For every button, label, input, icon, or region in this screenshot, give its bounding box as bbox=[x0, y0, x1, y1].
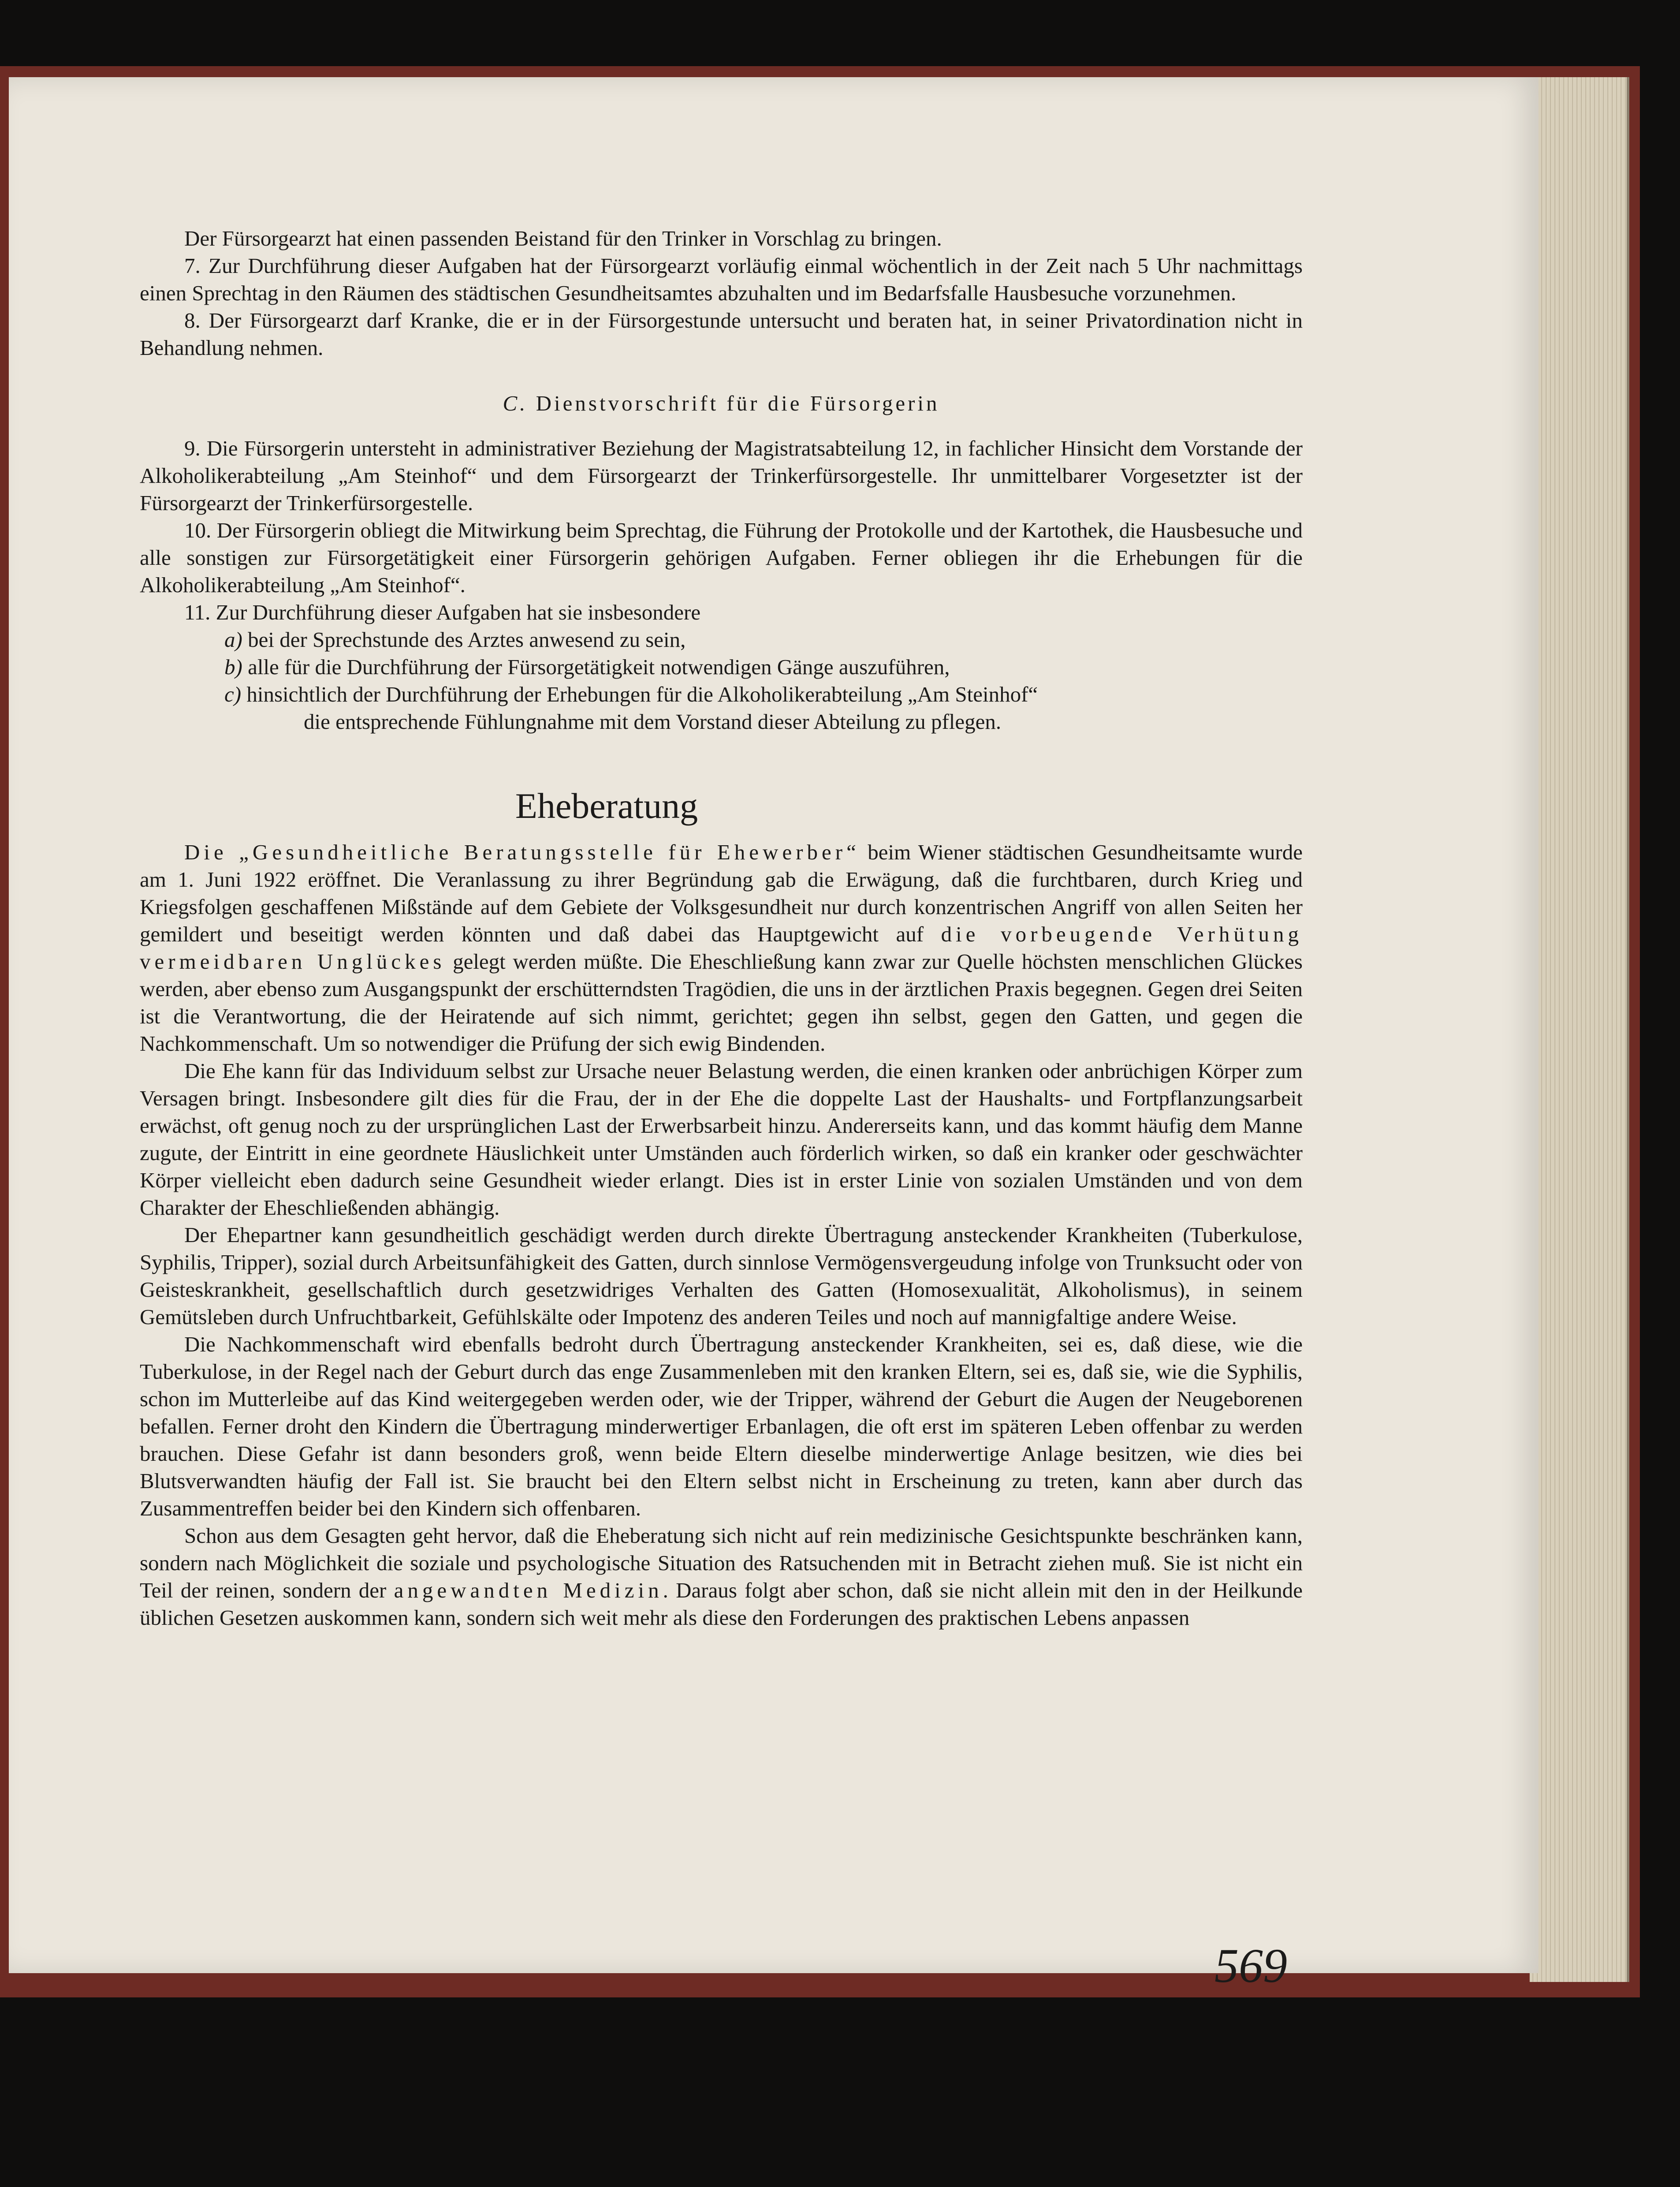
list-item-b-text: alle für die Durchführung der Fürsorgetätigkeit notwendigen Gänge auszuführen, bbox=[248, 655, 950, 679]
page-number: 569 bbox=[1214, 1939, 1287, 1993]
list-item-a-label: a) bbox=[224, 627, 242, 652]
list-item-c bbox=[140, 681, 1303, 708]
section-c-letter: C. bbox=[503, 391, 528, 415]
list-item-c-continued: die entsprechende Fühlungnahme mit dem Vorstand dieser Abteilung zu pflegen. bbox=[304, 709, 1002, 734]
text-run: gelegt werden müßte. Die Eheschließung kann zwar zur Quelle höchsten menschlichen Glückes werden, aber ebenso zum Ausgangspunkt der erschütterndsten Tragödien, die uns in der ärztlichen Praxis begegnen. Gegen drei Seiten ist die Verantwortung, die der Heiratende auf sich nimmt, gerichtet; gegen ihn selbst, gegen den Gatten, und gegen die Nachkommenschaft. Um so notwendiger die Prüfung der sich ewig Bindenden. bbox=[140, 949, 1303, 1056]
page-content bbox=[140, 225, 1303, 1631]
list-item-a-text: bei der Sprechstunde des Arztes anwesend zu sein, bbox=[248, 627, 686, 652]
paragraph-8: 8. Der Fürsorgearzt darf Kranke, die er in der Fürsorgestunde untersucht und beraten hat, in seiner Privatordination nicht in Behandlung nehmen. bbox=[140, 308, 1303, 360]
spaced-text-verhuetung: die vorbeugende Verhütung vermeidbaren Unglückes bbox=[140, 922, 1303, 974]
book-page bbox=[9, 77, 1538, 1993]
text-run: Schon aus dem Gesagten geht hervor, daß die Eheberatung sich nicht auf rein medizinische Gesichtspunkte beschränken kann, sondern nach Möglichkeit die soziale und psychologische Situation des Ratsuchenden mit in Betracht ziehen muß. Sie ist nicht ein Teil der reinen, sondern der bbox=[140, 1523, 1303, 1602]
section-c-title: Dienstvorschrift für die Fürsorgerin bbox=[536, 391, 940, 415]
section-c-heading bbox=[140, 390, 1303, 417]
paragraph-eheberatung-4: Die Nachkommenschaft wird ebenfalls bedroht durch Übertragung ansteckender Krankheiten, sei es, daß diese, wie die Tuberkulose, in der Regel nach der Geburt durch das enge Zusammenleben mit den kranken Eltern, sei es, daß sie, wie die Syphilis, schon im Mutterleibe auf das Kind weitergegeben werden oder, wie der Tripper, während der Geburt die Augen der Neugeborenen befallen. Ferner droht den Kindern die Übertragung minderwertiger Erbanlagen, die oft erst im späteren Leben offenbar zu werden brauchen. Diese Gefahr ist dann besonders groß, wenn beide Eltern dieselbe minderwertige Anlage besitzen, wie dies bei Blutsverwandten häufig der Fall ist. Sie braucht bei den Eltern selbst nicht in Erscheinung zu treten, kann aber durch das Zusammentreffen beider bei den Kindern sich offenbaren. bbox=[140, 1332, 1303, 1520]
paragraph-7: 7. Zur Durchführung dieser Aufgaben hat der Fürsorgearzt vorläufig einmal wöchentlich in der Zeit nach 5 Uhr nachmittags einen Sprechtag in den Räumen des städtischen Gesundheitsamtes abzuhalten und im Bedarfsfalle Hausbesuche vorzunehmen. bbox=[140, 254, 1303, 305]
text-run: beim Wiener städtischen Gesundheitsamte wurde am 1. Juni 1922 eröffnet. Die Veranlassung zu ihrer Begründung gab die Erwägung, daß die furchtbaren, durch Krieg und Kriegsfolgen geschaffenen Mißstände auf dem Gebiete der Volksgesundheit nur durch konzentrischen Angriff von allen Seiten her gemildert und beseitigt werden könnten und daß dabei das Hauptgewicht auf bbox=[140, 840, 1303, 946]
list-item-c-text: hinsichtlich der Durchführung der Erhebungen für die Alkoholikerabteilung „Am Steinhof“ bbox=[246, 682, 1038, 706]
paragraph-eheberatung-5 bbox=[140, 1522, 1303, 1631]
list-item-b bbox=[140, 653, 1303, 681]
paragraph-eheberatung-3: Der Ehepartner kann gesundheitlich geschädigt werden durch direkte Übertragung ansteckender Krankheiten (Tuberkulose, Syphilis, Tripper), sozial durch Arbeitsunfähigkeit des Gatten, durch sinnlose Vermögensvergeudung infolge von Trunksucht oder von Geisteskrankheit, gesellschaftlich durch gesetzwidriges Verhalten des Gatten (Homosexualität, Alkoholismus), in seinem Gemütsleben durch Unfruchtbarkeit, Gefühlskälte oder Impotenz des anderen Teiles und noch auf mannigfaltige andere Weise. bbox=[140, 1223, 1303, 1329]
paragraph-eheberatung-2: Die Ehe kann für das Individuum selbst zur Ursache neuer Belastung werden, die einen kranken oder anbrüchigen Körper zum Versagen bringt. Insbesondere gilt dies für die Frau, der in der Ehe die doppelte Last der Haushalts- und Fortpflanzungsarbeit erwächst, oft genug noch zu der ursprünglichen Last der Erwerbsarbeit hinzu. Andererseits kann, und das kommt häufig dem Manne zugute, der Eintritt in eine geordnete Häuslichkeit unter Umständen auch förderlich wirken, so daß ein kranker oder geschwächter Körper vielleicht eben dadurch seine Gesundheit wieder erlangt. Dies ist in erster Linie von sozialen Umständen und von dem Charakter der Eheschließenden abhängig. bbox=[140, 1059, 1303, 1220]
paragraph-eheberatung-1 bbox=[140, 839, 1303, 1057]
list-item-a bbox=[140, 626, 1303, 653]
text-run: . Daraus folgt aber schon, daß sie nicht allein mit den in der Heilkunde üblichen Gesetzen auskommen kann, sondern sich weit mehr als diese den Forderungen des praktischen Lebens anpassen bbox=[140, 1578, 1303, 1630]
page-edges bbox=[1530, 77, 1629, 1982]
spaced-text-angewandten-medizin: angewandten Medizin bbox=[394, 1578, 663, 1602]
paragraph-9: 9. Die Fürsorgerin untersteht in administrativer Beziehung der Magistratsabteilung 12, in fachlicher Hinsicht dem Vorstande der Alkoholikerabteilung „Am Steinhof“ und dem Fürsorgearzt der Trinkerfürsorgestelle. Ihr unmittelbarer Vorgesetzter ist der Fürsorgearzt der Trinkerfürsorgestelle. bbox=[140, 436, 1303, 515]
section-title-eheberatung: Eheberatung bbox=[515, 786, 698, 826]
spaced-text-beratungsstelle: Die „Gesundheitliche Beratungsstelle für Ehewerber“ bbox=[184, 840, 860, 864]
paragraph-beistand: Der Fürsorgearzt hat einen passenden Beistand für den Trinker in Vorschlag zu bringen. bbox=[184, 226, 942, 250]
list-item-c-label: c) bbox=[224, 682, 242, 706]
list-item-b-label: b) bbox=[224, 655, 242, 679]
paragraph-11: 11. Zur Durchführung dieser Aufgaben hat sie insbesondere bbox=[184, 600, 701, 624]
paragraph-10: 10. Der Fürsorgerin obliegt die Mitwirkung beim Sprechtag, die Führung der Protokolle und der Kartothek, die Hausbesuche und alle sonstigen zur Fürsorgetätigkeit einer Fürsorgerin gehörigen Aufgaben. Ferner obliegen ihr die Erhebungen für die Alkoholikerabteilung „Am Steinhof“. bbox=[140, 518, 1303, 597]
